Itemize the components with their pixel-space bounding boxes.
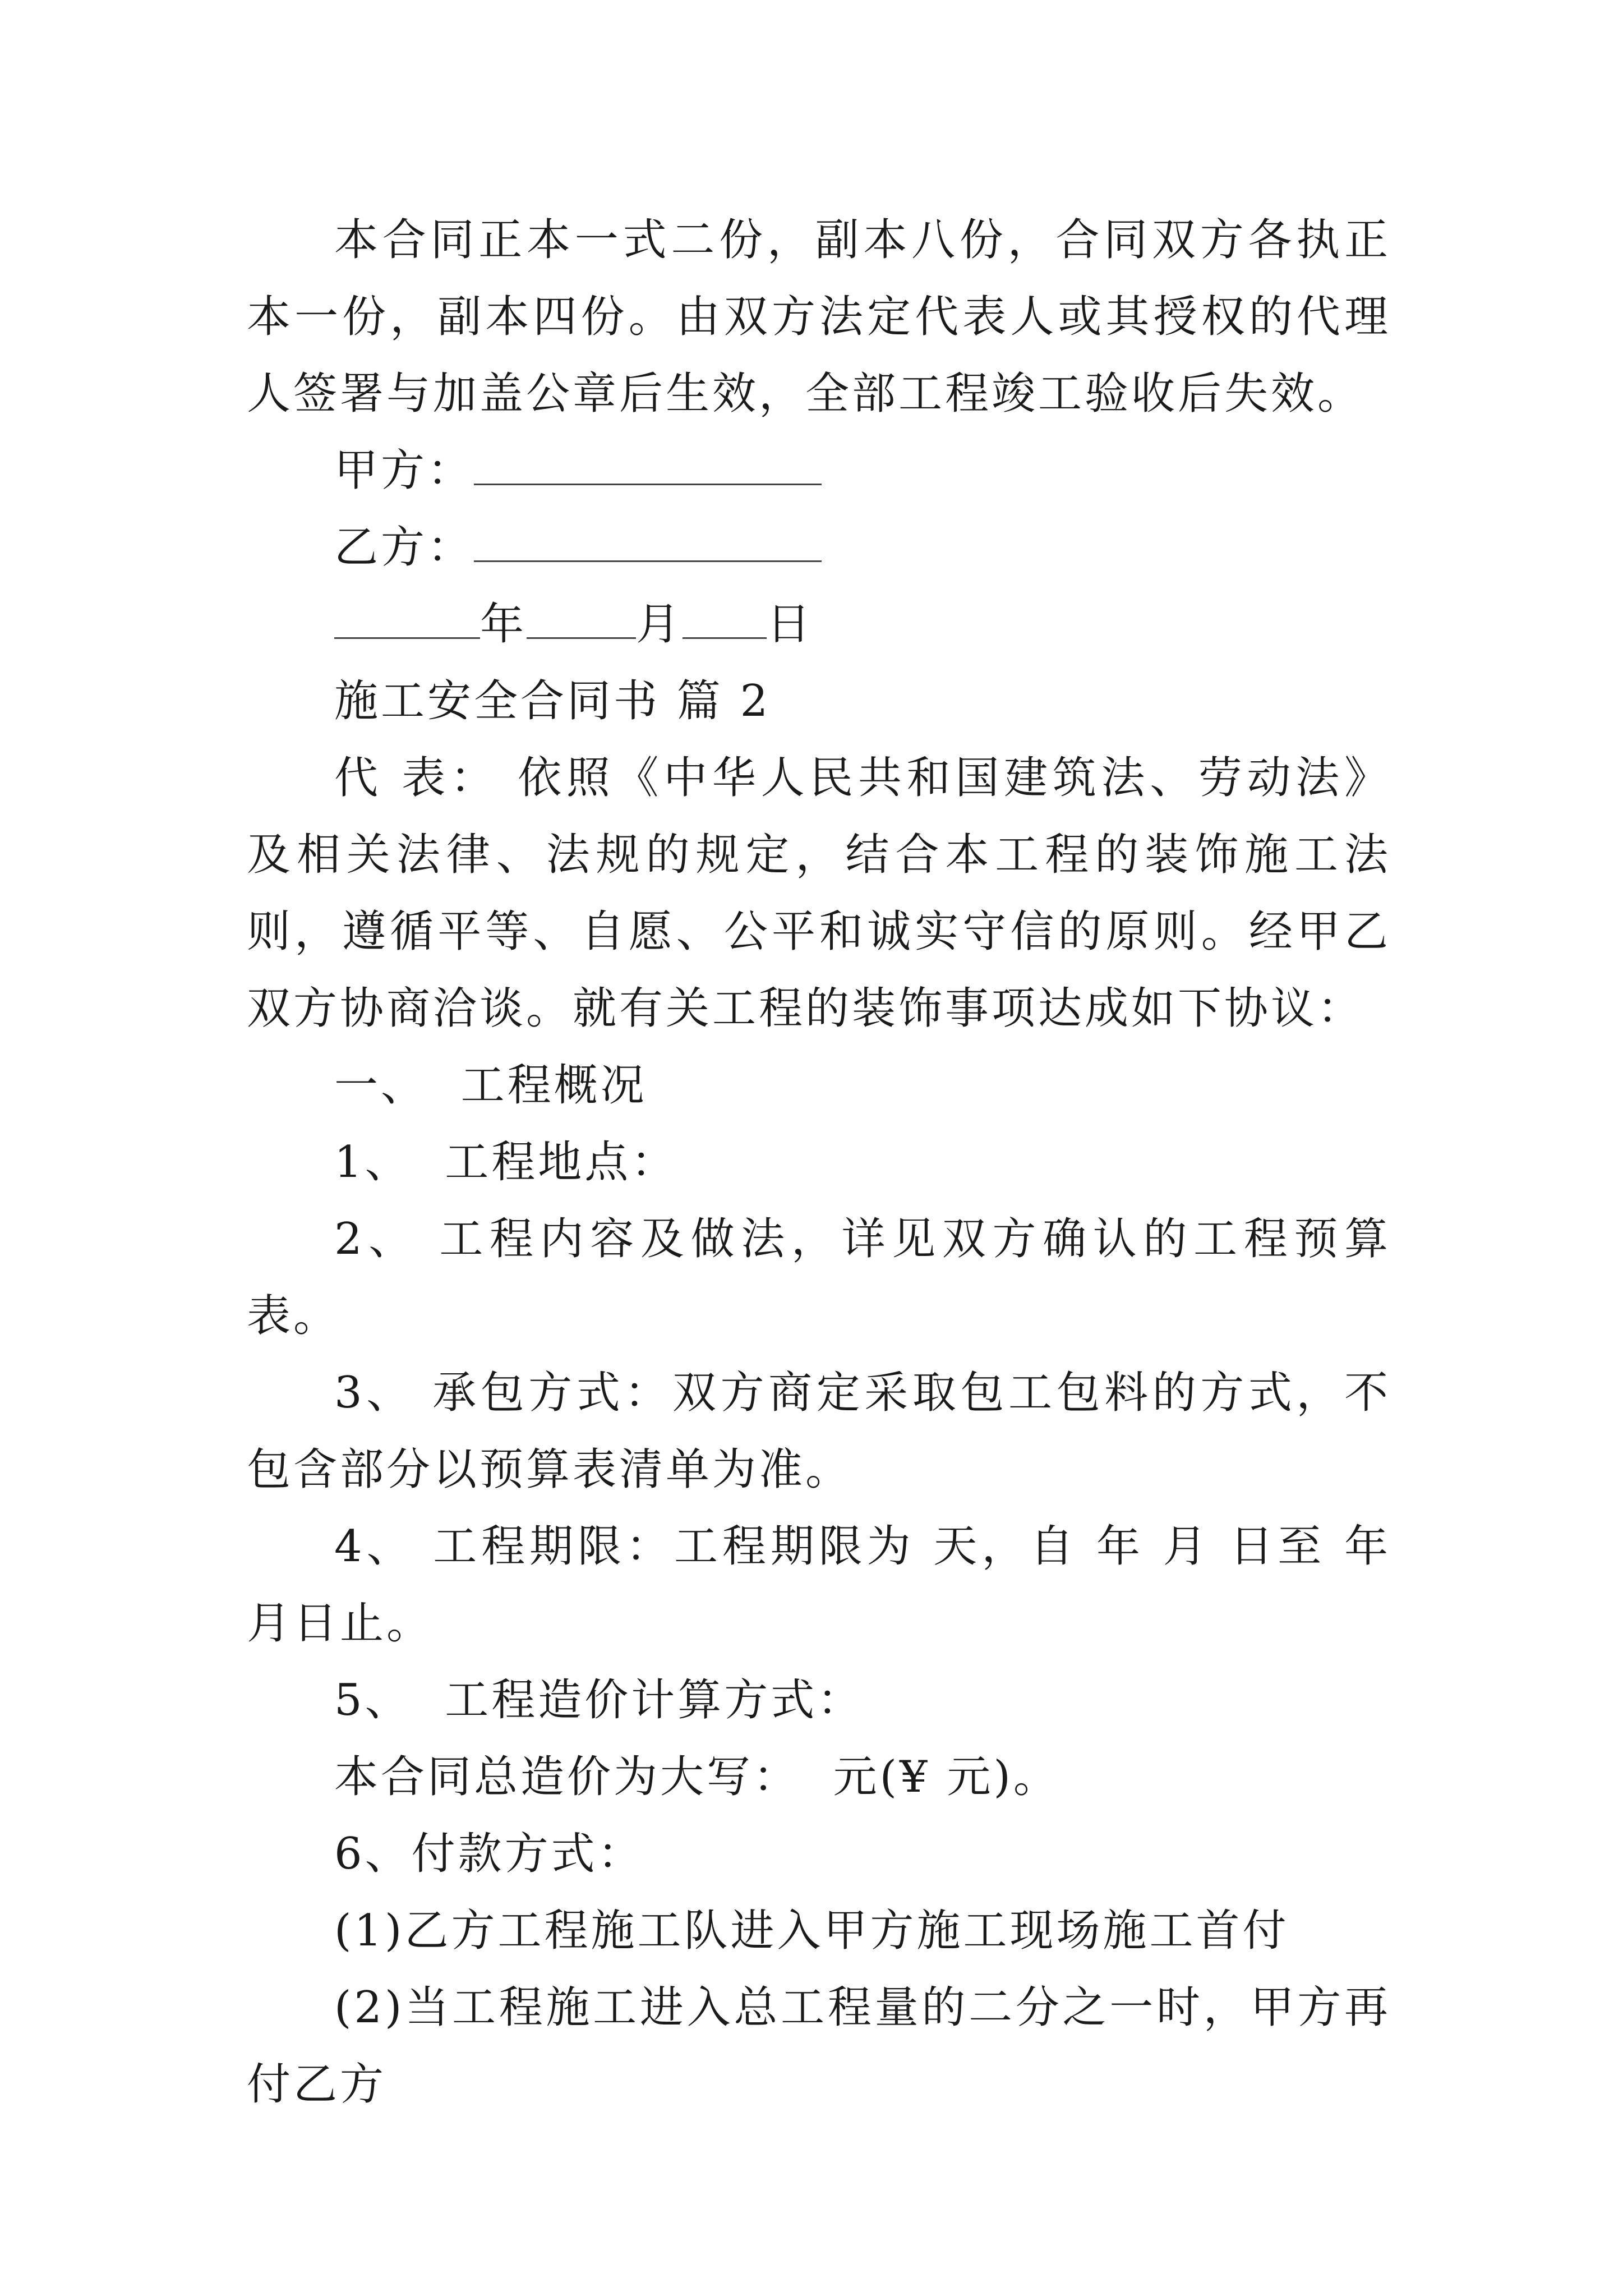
day-blank (683, 598, 767, 639)
section-title: 施工安全合同书 篇 2 (334, 676, 771, 726)
paragraph-copies: 本合同正本一式二份，副本八份，合同双方各执正本一份，副本四份。由双方法定代表人或其授权的代理人签署与加盖公章后生效，全部工程竣工验收后失效。 (247, 215, 1391, 419)
month-label: 月 (636, 599, 683, 650)
year-blank (334, 598, 480, 639)
year-label: 年 (480, 599, 527, 650)
date-line (247, 586, 1391, 663)
day-label: 日 (767, 599, 814, 650)
month-blank (527, 598, 636, 639)
item-duration: 4、 工程期限：工程期限为 天，自 年 月 日至 年 月日止。 (247, 1521, 1391, 1649)
party-b-signature-line (247, 509, 1391, 586)
item-content: 2、 工程内容及做法，详见双方确认的工程预算表。 (247, 1214, 1391, 1341)
party-b-label: 乙方： (334, 522, 474, 573)
party-a-blank (474, 444, 822, 485)
item-cost-method: 5、 工程造价计算方式： (334, 1675, 864, 1726)
payment-step-1: (1)乙方工程施工队进入甲方施工现场施工首付 (334, 1906, 1289, 1956)
payment-step-2: (2)当工程施工进入总工程量的二分之一时，甲方再付乙方 (247, 1982, 1391, 2110)
document-body (247, 202, 1391, 2123)
party-a-signature-line (247, 432, 1391, 509)
total-price-line: 本合同总造价为大写： 元(¥ 元)。 (334, 1752, 1060, 1802)
item-payment-method: 6、付款方式： (334, 1829, 644, 1879)
party-a-label: 甲方： (334, 445, 474, 496)
heading-project-overview: 一、 工程概况 (334, 1060, 647, 1111)
item-location: 1、 工程地点： (334, 1137, 678, 1188)
paragraph-preamble: 代 表： 依照《中华人民共和国建筑法、劳动法》及相关法律、法规的规定，结合本工程的装饰施工法则，遵循平等、自愿、公平和诚实守信的原则。经甲乙双方协商洽谈。就有关工程的装饰事项达成如下协议： (247, 753, 1391, 1034)
party-b-blank (474, 521, 822, 562)
item-contract-method: 3、 承包方式：双方商定采取包工包料的方式，不包含部分以预算表清单为准。 (247, 1368, 1391, 1495)
